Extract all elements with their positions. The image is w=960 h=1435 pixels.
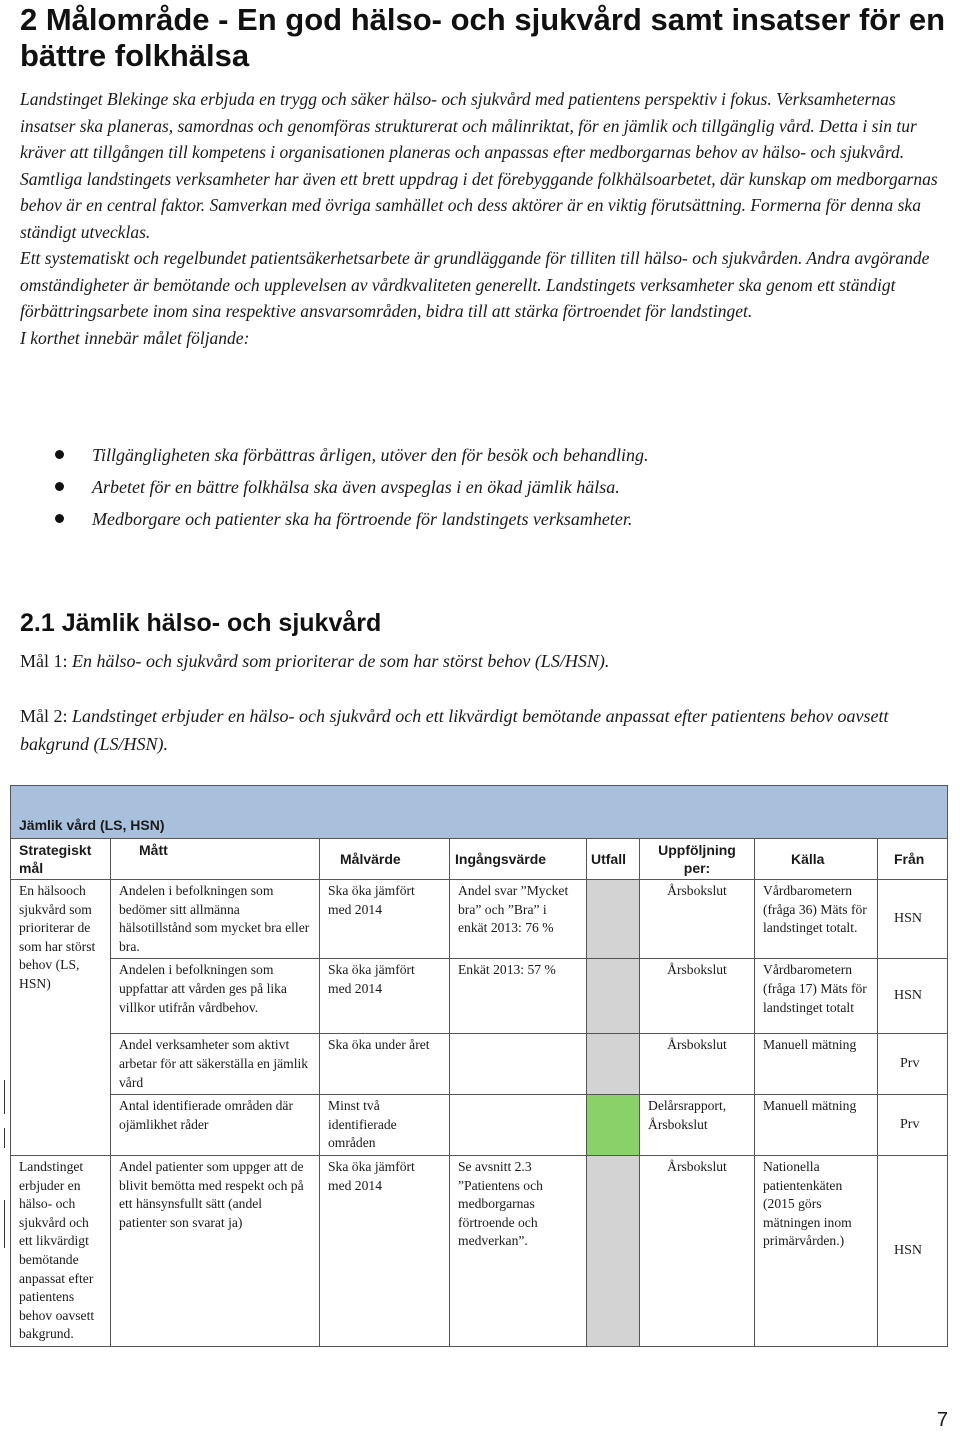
table-banner <box>11 812 948 839</box>
change-bar <box>4 1200 5 1248</box>
bullet-dot-icon <box>55 450 64 459</box>
table-row <box>11 959 948 1034</box>
cell-utfall <box>587 959 640 1034</box>
change-bar <box>4 1128 5 1148</box>
header-kalla: Källa <box>755 839 878 880</box>
table-row <box>11 1095 948 1156</box>
cell-uppfoljning: Årsbokslut <box>640 1155 755 1346</box>
cell-kalla: Manuell mätning <box>755 1095 878 1156</box>
cell-utfall <box>587 880 640 959</box>
cell-kalla: Manuell mätning <box>755 1034 878 1095</box>
measures-table <box>10 785 948 1347</box>
cell-ingangsvarde: Andel svar ”Mycket bra” och ”Bra” i enkät 2013: 76 % <box>450 880 587 959</box>
cell-uppfoljning: Årsbokslut <box>640 880 755 959</box>
cell-ingangsvarde: Enkät 2013: 57 % <box>450 959 587 1034</box>
cell-utfall <box>587 1155 640 1346</box>
cell-matt: Andel verksamheter som aktivt arbetar för att säkerställa en jämlik vård <box>111 1034 320 1095</box>
page-heading: 2 Målområde - En god hälso- och sjukvård samt insatser för en bättre folkhälsa <box>20 2 946 73</box>
header-fran: Från <box>878 839 948 880</box>
bullet-dot-icon <box>55 482 64 491</box>
cell-utfall <box>587 1095 640 1156</box>
table-row <box>11 880 948 959</box>
intro-paragraph: I korthet innebär målet följande: <box>20 327 250 348</box>
header-strategiskt: Strategiskt mål <box>11 839 111 880</box>
table-row <box>11 1034 948 1095</box>
table-title: Jämlik vård (LS, HSN) <box>11 812 948 839</box>
bullet-dot-icon <box>55 514 64 523</box>
strategic-goal-1: En hälsooch sjukvård som prioriterar de som har störst behov (LS, HSN) <box>11 880 111 1156</box>
cell-malvarde: Ska öka jämfört med 2014 <box>320 1155 450 1346</box>
cell-malvarde: Ska öka under året <box>320 1034 450 1095</box>
header-utfall: Utfall <box>587 839 640 880</box>
change-bar <box>4 1080 5 1114</box>
cell-ingangsvarde <box>450 1034 587 1095</box>
goal-1 <box>20 647 940 675</box>
strategic-goal-2: Landstinget erbjuder en hälso- och sjukvård och ett likvärdigt bemötande anpassat efter patientens behov oavsett bakgrund. <box>11 1155 111 1346</box>
header-matt: Mått <box>111 839 320 880</box>
intro-paragraph: Samtliga landstingets verksamheter har även ett brett uppdrag i det förebyggande folkhälsoarbetet, där kunskap om medborgarnas behov är en central faktor. Samverkan med övriga samhället och dess aktörer är en viktig förutsättning. Formerna för denna ska ständigt utvecklas. <box>20 168 938 242</box>
table-row <box>11 1155 948 1346</box>
cell-matt: Andelen i befolkningen som bedömer sitt allmänna hälsotillstånd som mycket bra eller bra. <box>111 880 320 959</box>
section-heading: 2.1 Jämlik hälso- och sjukvård <box>20 609 382 637</box>
cell-uppfoljning: Delårsrapport, Årsbokslut <box>640 1095 755 1156</box>
cell-fran: HSN <box>878 959 948 1034</box>
intro-text <box>20 86 945 351</box>
goal-2-text: Landstinget erbjuder en hälso- och sjukvård och ett likvärdigt bemötande anpassat efter patientens behov oavsett bakgrund (LS/HSN). <box>20 706 889 754</box>
goal-2-label: Mål 2: <box>20 706 68 726</box>
header-ingangsvarde: Ingångsvärde <box>450 839 587 880</box>
cell-malvarde: Minst två identifierade områden <box>320 1095 450 1156</box>
cell-kalla: Vårdbarometern (fråga 17) Mäts för landstinget totalt <box>755 959 878 1034</box>
cell-uppfoljning: Årsbokslut <box>640 959 755 1034</box>
table-header-row <box>11 839 948 880</box>
cell-kalla: Nationella patientenkäten (2015 görs mätningen inom primärvården.) <box>755 1155 878 1346</box>
bullet-list <box>55 439 935 535</box>
goal-1-text: En hälso- och sjukvård som prioriterar de som har störst behov (LS/HSN). <box>72 651 610 671</box>
goal-2 <box>20 702 940 758</box>
bullet-item: Tillgängligheten ska förbättras årligen, utöver den för besök och behandling. <box>55 439 935 471</box>
bullet-item: Arbetet för en bättre folkhälsa ska även avspeglas i en ökad jämlik hälsa. <box>55 471 935 503</box>
goal-1-label: Mål 1: <box>20 651 68 671</box>
cell-matt: Antal identifierade områden där ojämlikhet råder <box>111 1095 320 1156</box>
cell-matt: Andelen i befolkningen som uppfattar att vården ges på lika villkor utifrån vårdbehov. <box>111 959 320 1034</box>
cell-kalla: Vårdbarometern (fråga 36) Mäts för landstinget totalt. <box>755 880 878 959</box>
intro-paragraph: Landstinget Blekinge ska erbjuda en trygg och säker hälso- och sjukvård med patientens perspektiv i fokus. Verksamheternas insatser ska planeras, samordnas och genomföras strukturerat och målinriktat, för en jämlik och tillgänglig vård. Detta i sin tur kräver att tillgången till kompetens i organisationen planeras och anpassas efter medborgarnas behov av hälso- och sjukvård. <box>20 89 917 162</box>
bullet-item: Medborgare och patienter ska ha förtroende för landstingets verksamheter. <box>55 503 935 535</box>
table-banner-spacer <box>11 786 948 813</box>
page-number: 7 <box>936 1409 948 1431</box>
cell-utfall <box>587 1034 640 1095</box>
cell-fran: HSN <box>878 880 948 959</box>
cell-fran: Prv <box>878 1034 948 1095</box>
header-malvarde: Målvärde <box>320 839 450 880</box>
intro-paragraph: Ett systematiskt och regelbundet patientsäkerhetsarbete är grundläggande för tilliten till hälso- och sjukvården. Andra avgörande omständigheter är bemötande och upplevelsen av vårdkvaliteten generellt. Landstingets verksamheter ska genom ett ständigt förbättringsarbete inom sina respektive ansvarsområden, bidra till att stärka förtroendet för landstinget. <box>20 248 930 321</box>
cell-malvarde: Ska öka jämfört med 2014 <box>320 880 450 959</box>
cell-matt: Andel patienter som uppger att de blivit bemötta med respekt och på ett hänsynsfullt sätt (andel patienter son svarat ja) <box>111 1155 320 1346</box>
cell-ingangsvarde: Se avsnitt 2.3 ”Patientens och medborgarnas förtroende och medverkan”. <box>450 1155 587 1346</box>
cell-uppfoljning: Årsbokslut <box>640 1034 755 1095</box>
cell-fran: HSN <box>878 1155 948 1346</box>
cell-malvarde: Ska öka jämfört med 2014 <box>320 959 450 1034</box>
measures-table-wrapper <box>10 785 947 1347</box>
cell-ingangsvarde <box>450 1095 587 1156</box>
cell-fran: Prv <box>878 1095 948 1156</box>
header-uppfoljning: Uppföljning per: <box>640 839 755 880</box>
